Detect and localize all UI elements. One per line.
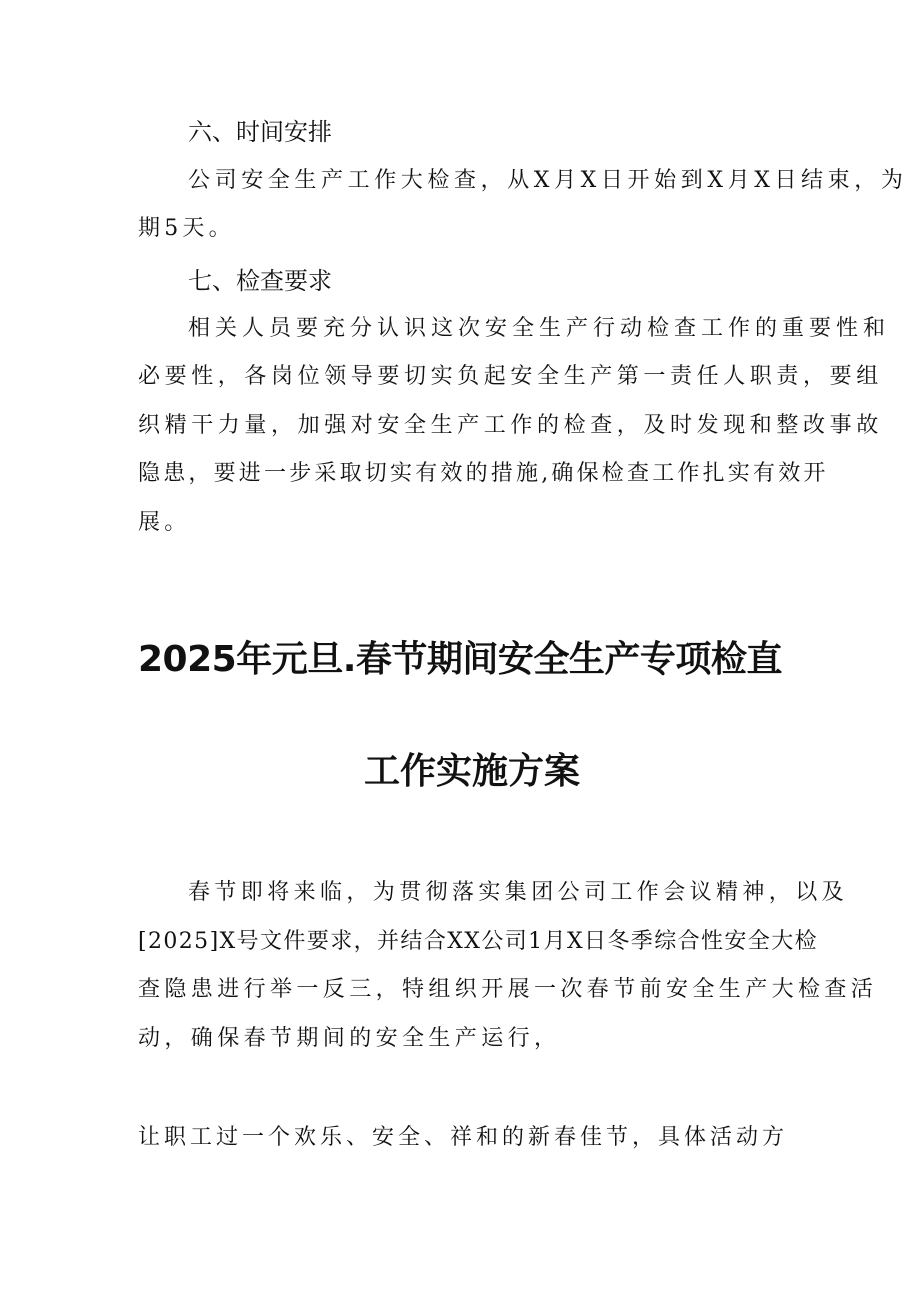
section-seven-heading: 七、检查要求 [188, 267, 332, 295]
section-six-heading: 六、时间安排 [188, 118, 332, 146]
section-seven-line-1: 相关人员要充分认识这次安全生产行动检查工作的重要性和 [188, 316, 891, 341]
section-six-line-1: 公司安全生产工作大检查，从X月X日开始到X月X日结束，为 [188, 168, 908, 193]
closing-line: 让职工过一个欢乐、安全、祥和的新春佳节，具体活动方 [138, 1125, 789, 1150]
intro-line-4: 动，确保春节期间的安全生产运行， [138, 1026, 561, 1051]
section-seven-line-4: 隐患，要进一步采取切实有效的措施,确保检查工作扎实有效开 [138, 461, 829, 486]
intro-line-3: 查隐患进行举一反三，特组织开展一次春节前安全生产大检查活 [138, 977, 878, 1002]
intro-line-1: 春节即将来临，为贯彻落实集团公司工作会议精神，以及 [188, 880, 849, 905]
intro-line-2: [2025]X号文件要求，并结合XX公司1月X日冬季综合性安全大检 [138, 929, 819, 954]
section-seven-line-3: 织精干力量，加强对安全生产工作的检查，及时发现和整改事故 [138, 413, 883, 438]
document-title-line-1: 2025年元旦.春节期间安全生产专项检直 [138, 639, 782, 680]
section-seven-line-2: 必要性，各岗位领导要切实负起安全生产第一责任人职责，要组 [138, 364, 883, 389]
document-title-line-2: 工作实施方案 [364, 751, 581, 792]
section-six-line-2: 期5天。 [138, 216, 235, 241]
section-seven-line-5: 展。 [138, 510, 191, 535]
